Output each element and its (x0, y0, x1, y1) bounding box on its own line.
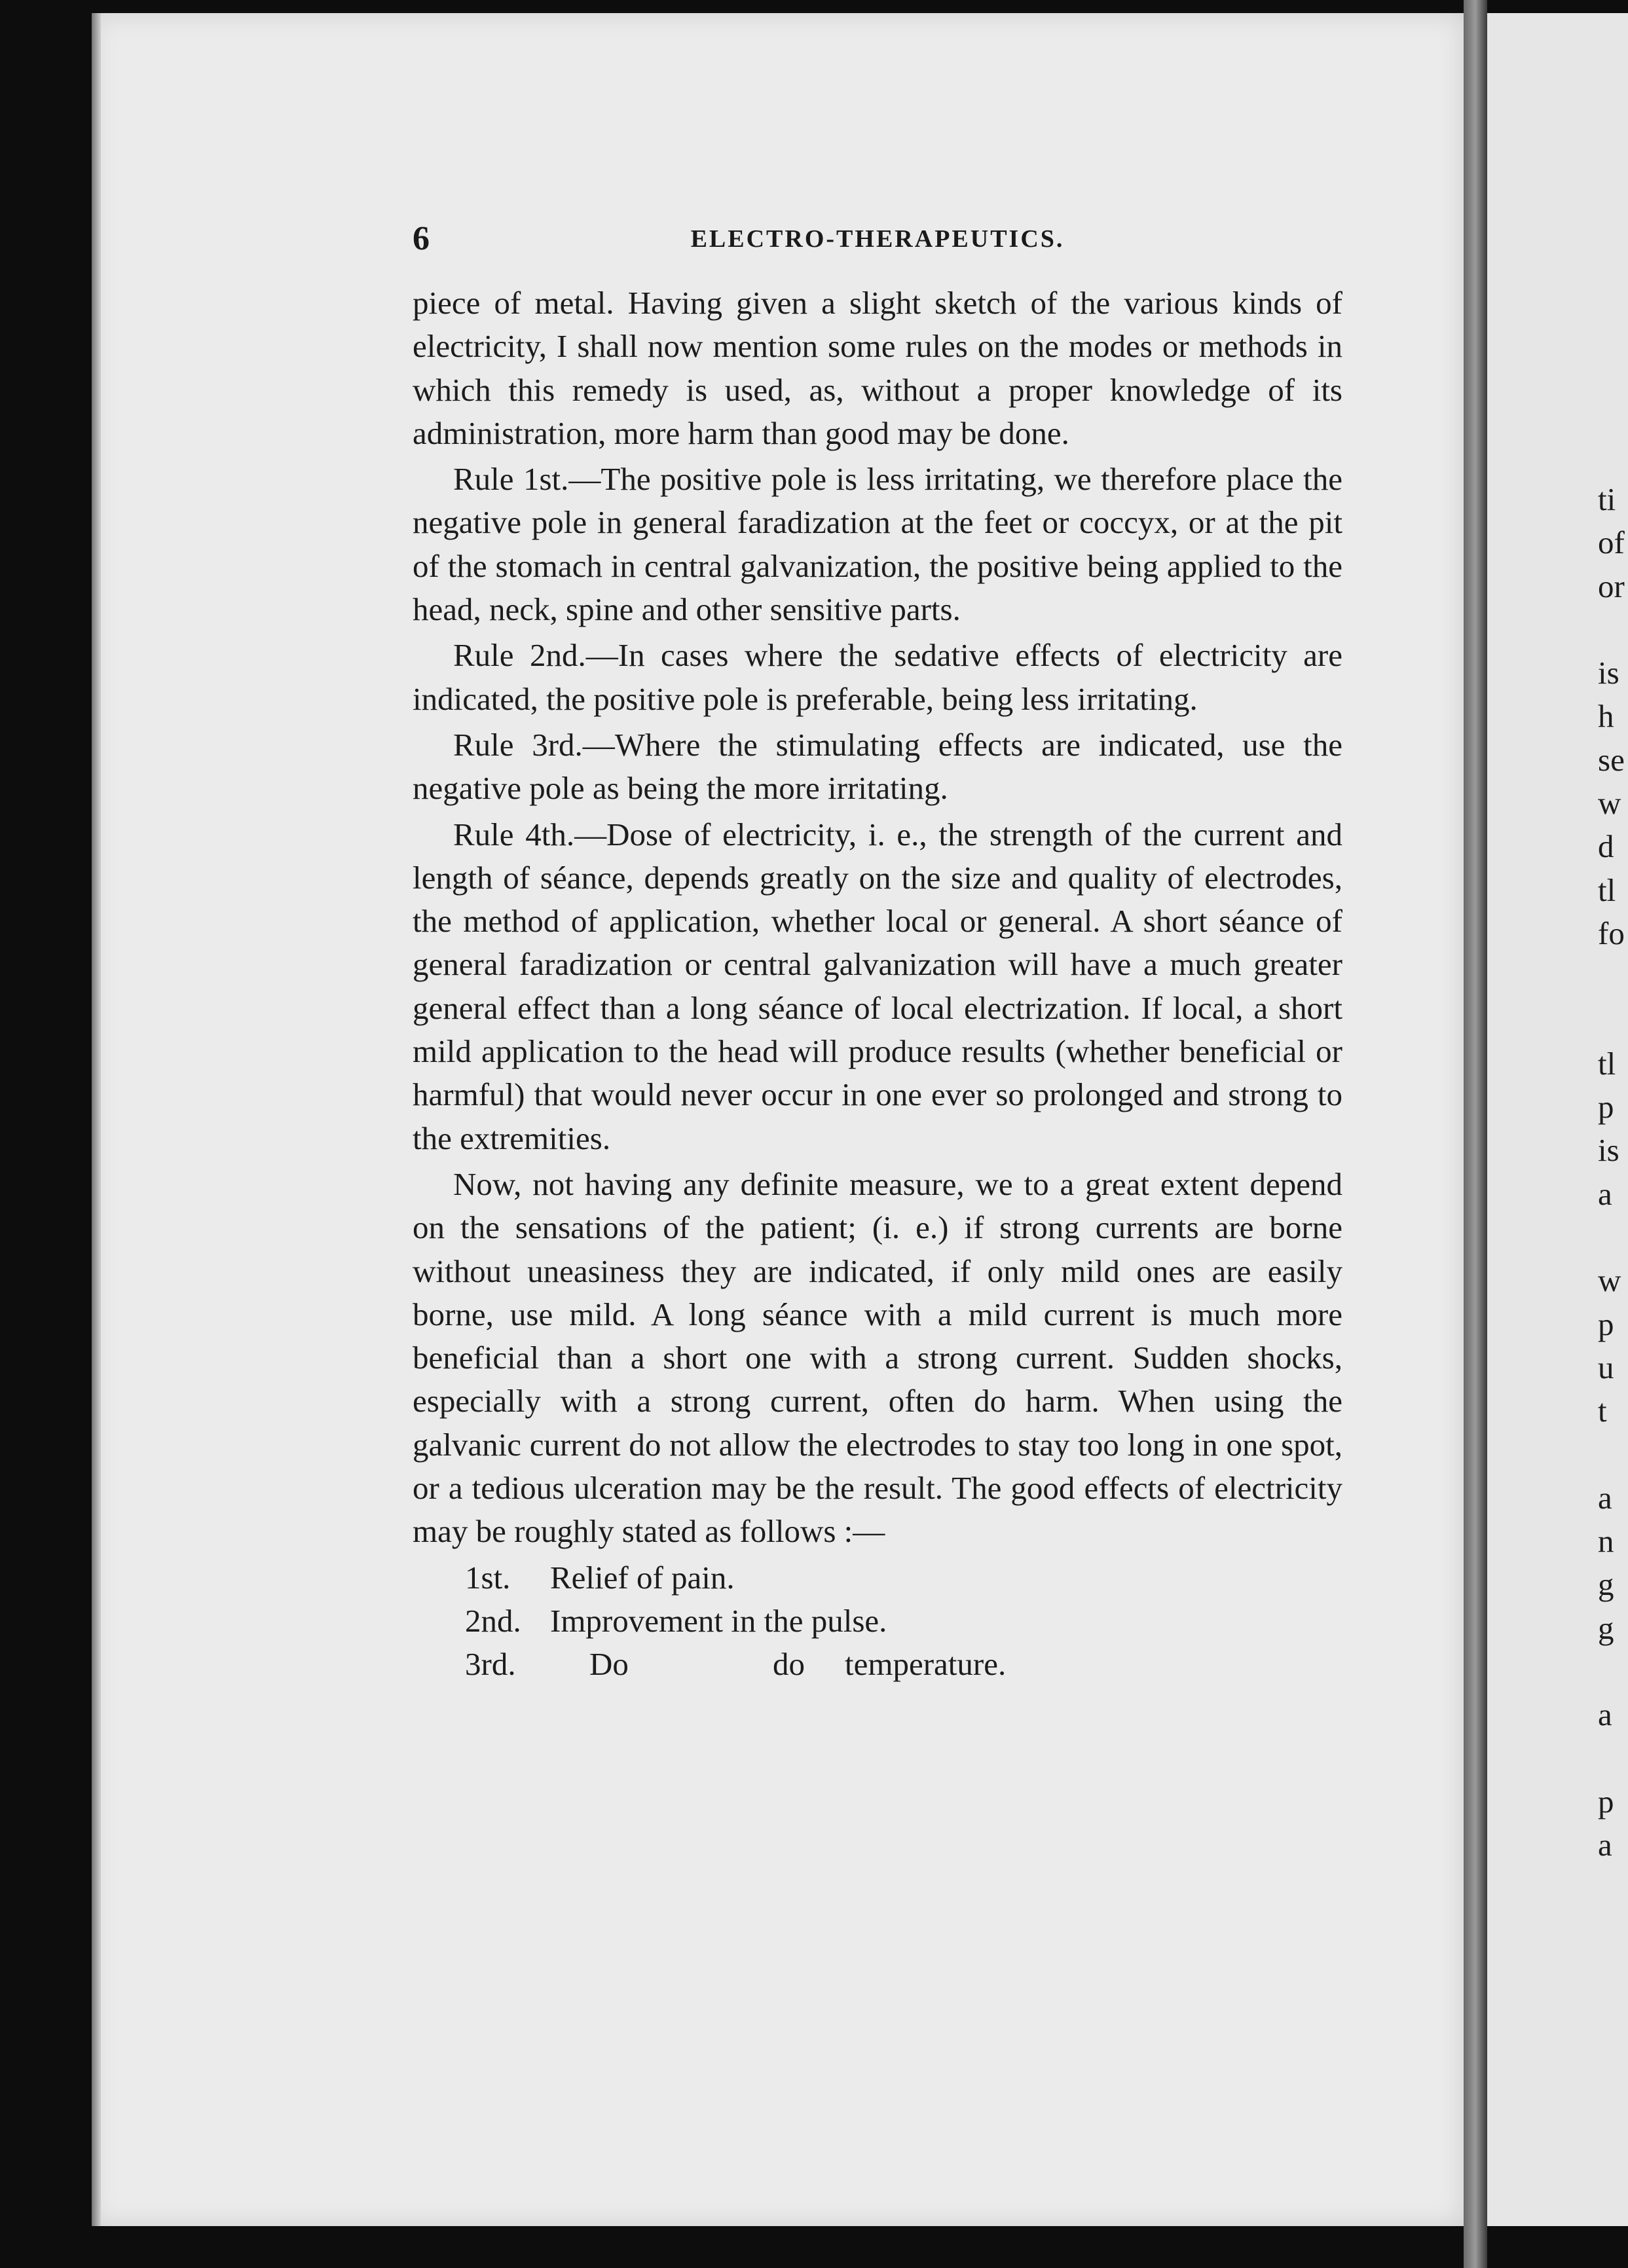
list-number: 3rd. (465, 1646, 516, 1683)
facing-fragment: t (1598, 1393, 1607, 1429)
facing-fragment (1598, 608, 1628, 651)
facing-fragment: tl (1598, 871, 1616, 908)
list-item (413, 1556, 1342, 1600)
facing-fragment: of (1598, 524, 1625, 561)
list-text: Relief of pain. (550, 1559, 735, 1596)
facing-fragment: h (1598, 698, 1614, 735)
facing-fragment (1598, 955, 1628, 998)
paragraph: Now, not having any definite measure, we to a great extent depend on the sensations of the patient; (i. e.) if strong currents are borne without uneasiness they are indicated, if only mild ones are easily borne, use mild. A long séance with a mild current is much more beneficial than a short one with a strong current. Sudden shocks, especially with a strong current, often do harm. When using the galvanic current do not allow the electrodes to stay too long in one spot, or a tedious ulceration may be the result. The good effects of electricity may be roughly stated as follows :— (413, 1165, 1342, 1550)
facing-fragment (1598, 1433, 1628, 1476)
facing-fragment: g (1598, 1566, 1614, 1603)
page-header (413, 219, 1342, 272)
facing-fragment: g (1598, 1609, 1614, 1646)
paragraph-rule-3: Rule 3rd.—Where the stimulating effects are indicated, use the negative pole as being the more irritating. (413, 726, 1342, 807)
paragraph-rule-4: Rule 4th.—Dose of electricity, i. e., the strength of the current and length of séance, depends greatly on the size and quality of electrodes, the method of application, whether local or general. A short séance of general faradization or central galvanization will have a much greater general effect than a long séance of local electrization. If local, a short mild application to the head will produce results (whether beneficial or harmful) that would never occur in one ever so prolonged and strong to the extremities. (413, 816, 1342, 1156)
facing-fragment: se (1598, 741, 1625, 778)
facing-fragment: n (1598, 1523, 1614, 1560)
facing-fragment: tl (1598, 1045, 1616, 1082)
list-number: 1st. (465, 1559, 511, 1596)
running-head: ELECTRO-THERAPEUTICS. (690, 225, 1065, 253)
facing-page-text (1598, 478, 1628, 1867)
paragraph-rule-2: Rule 2nd.—In cases where the sedative effects of electricity are indicated, the positive pole is preferable, being less irritating. (413, 637, 1342, 717)
facing-fragment: a (1598, 1827, 1612, 1863)
list-item (413, 1643, 1342, 1686)
facing-fragment: or (1598, 568, 1625, 604)
paragraph: piece of metal. Having given a slight sketch of the various kinds of electricity, I shall now mention some rules on the modes or methods in which this remedy is used, as, without a proper knowledge of its administration, more harm than good may be done. (413, 285, 1342, 451)
facing-fragment: u (1598, 1349, 1614, 1385)
page-edge (92, 13, 101, 2226)
facing-fragment: ti (1598, 481, 1616, 517)
facing-fragment: p (1598, 1089, 1614, 1125)
list-item (413, 1600, 1342, 1643)
facing-fragment (1598, 1650, 1628, 1693)
list-text: temperature. (845, 1646, 1007, 1683)
list-ditto: do (773, 1646, 805, 1683)
book-gutter (1464, 0, 1487, 2268)
page-number: 6 (413, 220, 430, 257)
facing-fragment: w (1598, 1262, 1621, 1299)
facing-fragment (1598, 999, 1628, 1042)
list-ditto: Do (589, 1646, 629, 1683)
facing-fragment (1598, 1737, 1628, 1780)
body-text (413, 282, 1342, 1687)
paragraph-rule-1: Rule 1st.—The positive pole is less irritating, we therefore place the negative pole in general faradization at the feet or coccyx, or at the pit of the stomach in central galvanization, the positive being applied to the head, neck, spine and other sensitive parts. (413, 461, 1342, 628)
list-number: 2nd. (465, 1602, 521, 1639)
facing-fragment: a (1598, 1479, 1612, 1516)
facing-fragment: is (1598, 1132, 1619, 1169)
facing-fragment: d (1598, 828, 1614, 865)
facing-fragment: p (1598, 1306, 1614, 1342)
facing-fragment: a (1598, 1175, 1612, 1212)
facing-fragment: a (1598, 1696, 1612, 1733)
facing-fragment: p (1598, 1783, 1614, 1820)
list-text: Improvement in the pulse. (550, 1602, 887, 1639)
effects-list (413, 1556, 1342, 1687)
facing-fragment: fo (1598, 915, 1625, 951)
facing-fragment: w (1598, 785, 1621, 822)
facing-fragment: is (1598, 655, 1619, 691)
facing-fragment (1598, 1216, 1628, 1259)
